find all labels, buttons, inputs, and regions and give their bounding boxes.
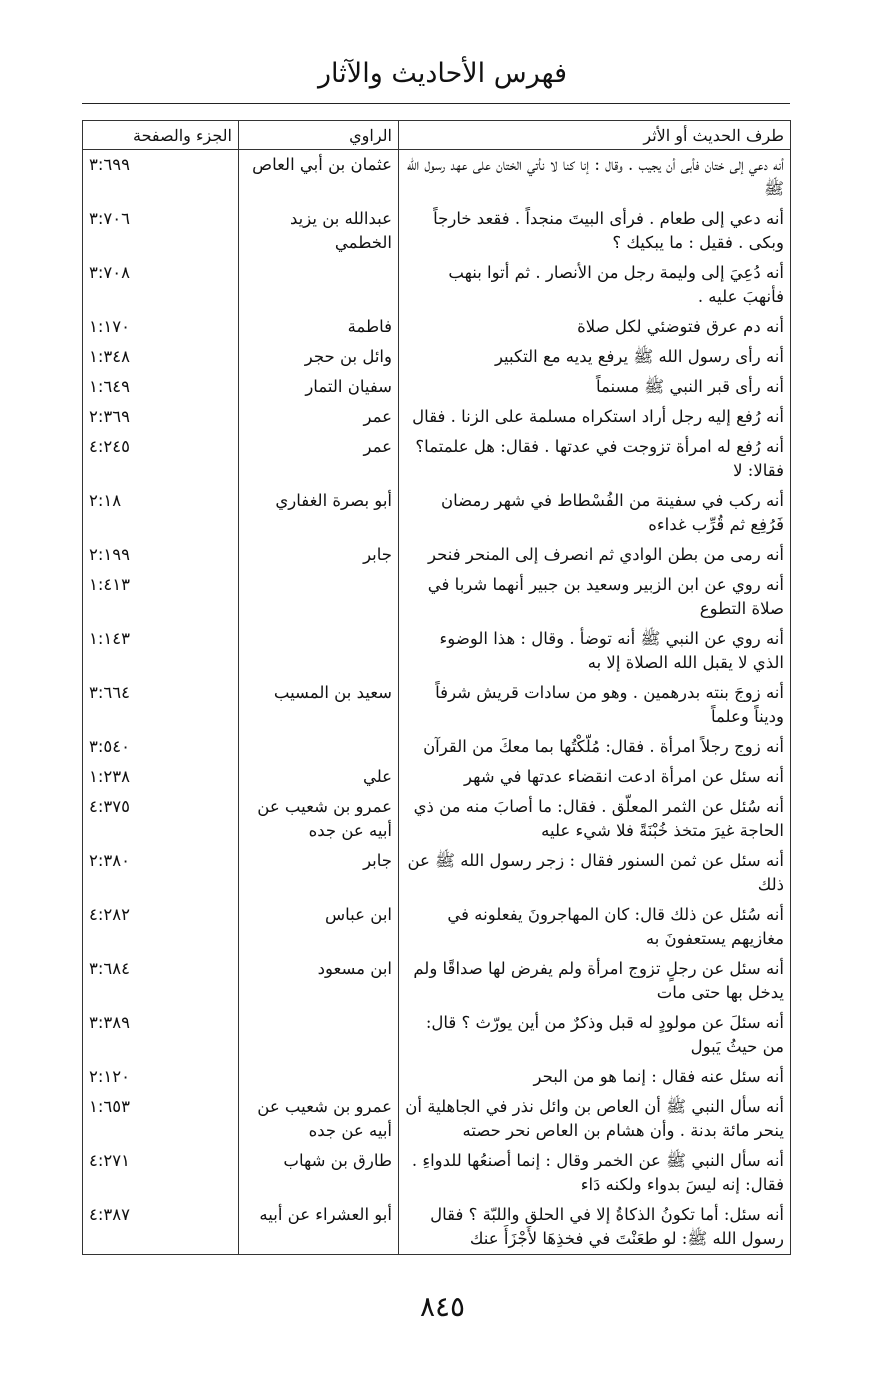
volume-page: ٢:٣٨٠ — [83, 846, 239, 900]
narrator: فاطمة — [239, 312, 399, 342]
hadith-text: أنه زوجَ بنته بدرهمين . وهو من سادات قريش شرفاً وديناً وعلماً — [399, 678, 791, 732]
hadith-text: أنه دعي إلى ختان فأبى أن يجيب . وقال : إنا كنا لا نأتي الختان على عهد رسول الله ﷺ — [399, 150, 791, 205]
narrator: عثمان بن أبي العاص — [239, 150, 399, 205]
table-row — [83, 792, 791, 846]
hadith-text: أنه رُفع إليه رجل أراد استكراه مسلمة على الزنا . فقال — [399, 402, 791, 432]
hadith-text: أنه زوج رجلاً امرأة . فقال: مُلّكْتُها بما معكَ من القرآن — [399, 732, 791, 762]
narrator: عمرو بن شعيب عن أبيه عن جده — [239, 792, 399, 846]
narrator: وائل بن حجر — [239, 342, 399, 372]
table-row — [83, 540, 791, 570]
volume-page: ٤:٢٨٢ — [83, 900, 239, 954]
hadith-text: أنه دم عرق فتوضئي لكل صلاة — [399, 312, 791, 342]
narrator: أبو العشراء عن أبيه — [239, 1200, 399, 1255]
narrator — [239, 732, 399, 762]
hadith-text: أنه سئل عنه فقال : إنما هو من البحر — [399, 1062, 791, 1092]
narrator — [239, 624, 399, 678]
page-title: فهرس الأحاديث والآثار — [318, 58, 567, 89]
volume-page: ٢:١٩٩ — [83, 540, 239, 570]
hadith-text: أنه سُئل عن ذلك قال: كان المهاجرونَ يفعلونه في مغازيهم يستعفونَ به — [399, 900, 791, 954]
table-row — [83, 1008, 791, 1062]
table-row — [83, 900, 791, 954]
narrator: سعيد بن المسيب — [239, 678, 399, 732]
hadith-text: أنه روي عن النبي ﷺ أنه توضأ . وقال : هذا الوضوء الذي لا يقبل الله الصلاة إلا به — [399, 624, 791, 678]
volume-page: ١:٢٣٨ — [83, 762, 239, 792]
hadith-text: أنه سُئل عن الثمر المعلّق . فقال: ما أصابَ منه من ذي الحاجة غيرَ متخذ خُبْنَةً فلا شيء عليه — [399, 792, 791, 846]
header-volume-page: الجزء والصفحة — [83, 121, 239, 150]
narrator: جابر — [239, 846, 399, 900]
narrator: عبدالله بن يزيد الخطمي — [239, 204, 399, 258]
volume-page: ٣:٧٠٦ — [83, 204, 239, 258]
table-row — [83, 1200, 791, 1255]
volume-page: ١:٣٤٨ — [83, 342, 239, 372]
narrator: ابن مسعود — [239, 954, 399, 1008]
volume-page: ٣:٥٤٠ — [83, 732, 239, 762]
header-narrator: الراوي — [239, 121, 399, 150]
narrator: علي — [239, 762, 399, 792]
table-row — [83, 732, 791, 762]
volume-page: ٤:٣٧٥ — [83, 792, 239, 846]
hadith-text: أنه سئل: أما تكونُ الذكاةُ إلا في الحلق واللبّة ؟ فقال رسول الله ﷺ: لو طعَنْتَ في فخذِهَا لأَجْزَأَ عنك — [399, 1200, 791, 1255]
volume-page: ٣:٦٦٤ — [83, 678, 239, 732]
hadith-text: أنه روي عن ابن الزبير وسعيد بن جبير أنهما شربا في صلاة التطوع — [399, 570, 791, 624]
index-table — [82, 120, 791, 1255]
table-row — [83, 570, 791, 624]
volume-page: ١:١٧٠ — [83, 312, 239, 342]
hadith-text: أنه دُعِيَ إلى وليمة رجل من الأنصار . ثم أتوا بنهب فأنهبَ عليه . — [399, 258, 791, 312]
hadith-text: أنه سئل عن ثمن السنور فقال : زجر رسول الله ﷺ عن ذلك — [399, 846, 791, 900]
narrator — [239, 570, 399, 624]
hadith-text: أنه ركب في سفينة من الفُسْطاط في شهر رمضان فَرُفِع ثم قُرِّب غداءه — [399, 486, 791, 540]
narrator: ابن عباس — [239, 900, 399, 954]
narrator — [239, 258, 399, 312]
volume-page: ٤:٢٤٥ — [83, 432, 239, 486]
volume-page: ١:٦٤٩ — [83, 372, 239, 402]
hadith-text: أنه سئل عن امرأة ادعت انقضاء عدتها في شهر — [399, 762, 791, 792]
table-row — [83, 150, 791, 205]
table-row — [83, 402, 791, 432]
table-row — [83, 432, 791, 486]
table-row — [83, 1062, 791, 1092]
volume-page: ١:١٤٣ — [83, 624, 239, 678]
hadith-text: أنه سئلَ عن مولودٍ له قبل وذكرٌ من أين يورّث ؟ قال: من حيثُ يَبول — [399, 1008, 791, 1062]
volume-page: ١:٤١٣ — [83, 570, 239, 624]
title-rule — [82, 103, 790, 104]
hadith-text: أنه رأى رسول الله ﷺ يرفع يديه مع التكبير — [399, 342, 791, 372]
volume-page: ٣:٦٩٩ — [83, 150, 239, 205]
volume-page: ١:٦٥٣ — [83, 1092, 239, 1146]
table-row — [83, 678, 791, 732]
volume-page: ٢:١٢٠ — [83, 1062, 239, 1092]
volume-page: ٢:١٨ — [83, 486, 239, 540]
table-row — [83, 486, 791, 540]
hadith-text: أنه سأل النبي ﷺ أن العاص بن وائل نذر في الجاهلية أن ينحر مائة بدنة . وأن هشام بن العاص نحر حصته — [399, 1092, 791, 1146]
table-row — [83, 846, 791, 900]
narrator: طارق بن شهاب — [239, 1146, 399, 1200]
narrator: عمرو بن شعيب عن أبيه عن جده — [239, 1092, 399, 1146]
narrator: جابر — [239, 540, 399, 570]
table-row — [83, 1146, 791, 1200]
table-row — [83, 372, 791, 402]
table-row — [83, 312, 791, 342]
hadith-text: أنه سأل النبي ﷺ عن الخمر وقال : إنما أصنعُها للدواءِ . فقال: إنه ليسَ بدواء ولكنه دَاء — [399, 1146, 791, 1200]
table-row — [83, 258, 791, 312]
hadith-text: أنه سئل عن رجلٍ تزوج امرأة ولم يفرض لها صداقًا ولم يدخل بها حتى مات — [399, 954, 791, 1008]
narrator: عمر — [239, 402, 399, 432]
volume-page: ٣:٦٨٤ — [83, 954, 239, 1008]
narrator: أبو بصرة الغفاري — [239, 486, 399, 540]
volume-page: ٣:٣٨٩ — [83, 1008, 239, 1062]
narrator: عمر — [239, 432, 399, 486]
table-row — [83, 204, 791, 258]
header-text: طرف الحديث أو الأثر — [399, 121, 791, 150]
table-row — [83, 954, 791, 1008]
table-row — [83, 342, 791, 372]
narrator: سفيان التمار — [239, 372, 399, 402]
volume-page: ٣:٧٠٨ — [83, 258, 239, 312]
table-row — [83, 1092, 791, 1146]
narrator — [239, 1062, 399, 1092]
hadith-text: أنه دعي إلى طعام . فرأى البيتَ منجداً . فقعد خارجاً وبكى . فقيل : ما يبكيك ؟ — [399, 204, 791, 258]
hadith-text: أنه رأى قبر النبي ﷺ مسنماً — [399, 372, 791, 402]
hadith-text: أنه رُفع له امرأة تزوجت في عدتها . فقال: هل علمتما؟ فقالا: لا — [399, 432, 791, 486]
table-header-row — [83, 121, 791, 150]
table-row — [83, 624, 791, 678]
table-row — [83, 762, 791, 792]
volume-page: ٤:٢٧١ — [83, 1146, 239, 1200]
hadith-text: أنه رمى من بطن الوادي ثم انصرف إلى المنحر فنحر — [399, 540, 791, 570]
volume-page: ٤:٣٨٧ — [83, 1200, 239, 1255]
volume-page: ٢:٣٦٩ — [83, 402, 239, 432]
narrator — [239, 1008, 399, 1062]
page-number: ٨٤٥ — [419, 1290, 466, 1323]
